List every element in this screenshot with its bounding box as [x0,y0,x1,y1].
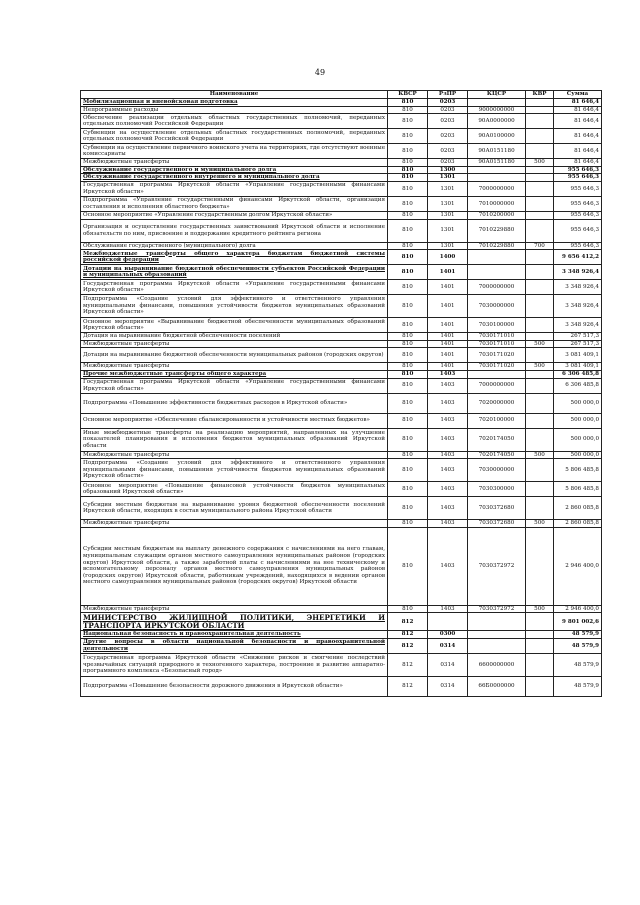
cell-rzpr: 0300 [428,631,468,639]
cell-kvsr: 810 [388,363,428,371]
cell-rzpr: 1403 [428,451,468,459]
cell-kvr [526,144,554,159]
cell-kvsr: 812 [388,676,428,696]
cell-kcsr [468,250,526,265]
cell-rzpr: 0203 [428,114,468,129]
cell-sum: 9 801 002,6 [554,613,602,631]
cell-name: Непрограммные расходы [81,106,388,114]
table-row [81,333,602,341]
cell-kvr [526,631,554,639]
cell-rzpr: 0203 [428,129,468,144]
cell-kvsr: 810 [388,497,428,520]
cell-kvr [526,638,554,653]
cell-kvsr: 810 [388,451,428,459]
table-row [81,676,602,696]
cell-kcsr: 7030000000 [468,295,526,318]
cell-kvr: 500 [526,520,554,528]
table-row [81,340,602,348]
cell-sum: 955 646,3 [554,166,602,174]
cell-kcsr: 7030300000 [468,482,526,497]
cell-kvr [526,653,554,676]
cell-rzpr: 1403 [428,520,468,528]
cell-sum: 500 000,0 [554,393,602,413]
cell-kcsr: 7030171010 [468,340,526,348]
table-row [81,459,602,482]
cell-kvsr: 810 [388,527,428,605]
cell-sum: 3 081 409,1 [554,363,602,371]
cell-name: Межбюджетные трансферты [81,605,388,613]
cell-kcsr [468,638,526,653]
cell-rzpr: 1300 [428,166,468,174]
cell-kvr: 500 [526,451,554,459]
cell-kvr [526,527,554,605]
cell-rzpr: 0203 [428,144,468,159]
cell-name: Основное мероприятие «Обеспечение сбалансированности и устойчивости местных бюджетов» [81,413,388,428]
table-row [81,159,602,167]
cell-name: Иные межбюджетные трансферты на реализацию мероприятий, направленных на улучшение показателей планирования и исполнения бюджетов муниципальных образований Иркутской области [81,428,388,451]
table-row [81,280,602,295]
cell-rzpr: 0203 [428,99,468,107]
cell-sum: 81 646,4 [554,129,602,144]
cell-rzpr: 1403 [428,428,468,451]
cell-kvsr: 810 [388,181,428,196]
cell-kvsr: 810 [388,144,428,159]
cell-rzpr: 1403 [428,378,468,393]
table-row [81,318,602,333]
table-row [81,196,602,211]
cell-kvr [526,318,554,333]
cell-kvsr: 812 [388,638,428,653]
table-row [81,605,602,613]
cell-sum: 3 348 926,4 [554,265,602,280]
cell-kcsr: 90А0000000 [468,114,526,129]
cell-rzpr: 1401 [428,280,468,295]
cell-kvr [526,106,554,114]
cell-rzpr: 0203 [428,106,468,114]
cell-name: Межбюджетные трансферты [81,363,388,371]
cell-kvr [526,497,554,520]
cell-rzpr: 1301 [428,181,468,196]
cell-rzpr: 1401 [428,295,468,318]
cell-sum: 2 946 400,0 [554,527,602,605]
table-row [81,265,602,280]
cell-sum: 48 579,9 [554,631,602,639]
cell-rzpr: 1403 [428,482,468,497]
cell-kcsr: 6600000000 [468,653,526,676]
cell-kcsr [468,174,526,182]
table-row [81,114,602,129]
cell-kvsr: 810 [388,393,428,413]
cell-kvsr: 810 [388,219,428,242]
cell-kcsr: 7030100000 [468,318,526,333]
table-row [81,413,602,428]
cell-rzpr: 1301 [428,174,468,182]
cell-name: Межбюджетные трансферты [81,159,388,167]
cell-rzpr: 0314 [428,653,468,676]
cell-rzpr: 1401 [428,340,468,348]
cell-kvr [526,99,554,107]
cell-name: Межбюджетные трансферты общего характера бюджетам бюджетной системы российской федерации [81,250,388,265]
cell-kvsr: 810 [388,265,428,280]
cell-kvsr: 812 [388,653,428,676]
header-name: Наименование [81,91,388,99]
cell-rzpr [428,613,468,631]
cell-kvr [526,428,554,451]
cell-sum: 81 646,4 [554,106,602,114]
cell-kvsr: 810 [388,159,428,167]
table-row [81,363,602,371]
cell-kvsr: 810 [388,129,428,144]
cell-kvsr: 810 [388,428,428,451]
cell-sum: 500 000,0 [554,413,602,428]
cell-kvsr: 810 [388,295,428,318]
table-row [81,106,602,114]
cell-kvr [526,174,554,182]
cell-kcsr [468,613,526,631]
cell-kcsr: 7030171020 [468,348,526,363]
cell-kcsr: 7030171010 [468,333,526,341]
cell-kvr [526,370,554,378]
header-kvsr: КВСР [388,91,428,99]
cell-name: Субвенции на осуществление первичного воинского учета на территориях, где отсутствуют военные комиссариаты [81,144,388,159]
cell-kcsr: 7030372972 [468,527,526,605]
cell-kvsr: 810 [388,166,428,174]
table-row [81,378,602,393]
cell-kcsr [468,166,526,174]
cell-sum: 81 646,4 [554,114,602,129]
cell-rzpr: 1301 [428,219,468,242]
cell-rzpr: 0314 [428,638,468,653]
cell-sum: 267 517,3 [554,333,602,341]
cell-kvr [526,211,554,219]
cell-rzpr: 1403 [428,605,468,613]
cell-name: Государственная программа Иркутской области «Управление государственными финансами Иркутской области» [81,378,388,393]
cell-rzpr: 1403 [428,413,468,428]
cell-name: Государственная программа Иркутской области «Снижение рисков и смягчение последствий чрезвычайных ситуаций природного и техногенного характера, построение и развитие аппаратно-программного комплекса «Безопасный город» [81,653,388,676]
table-row [81,144,602,159]
cell-kcsr: 7020100000 [468,413,526,428]
cell-name: Государственная программа Иркутской области «Управление государственными финансами Иркутской области» [81,181,388,196]
cell-rzpr: 1401 [428,348,468,363]
cell-rzpr: 1403 [428,527,468,605]
table-row [81,250,602,265]
cell-kcsr: 66Б0000000 [468,676,526,696]
table-row [81,295,602,318]
cell-sum: 3 348 926,4 [554,280,602,295]
table-row [81,631,602,639]
cell-kvr [526,613,554,631]
cell-rzpr: 0314 [428,676,468,696]
cell-name: Основное мероприятие «Управление государственным долгом Иркутской области» [81,211,388,219]
cell-sum: 81 646,4 [554,159,602,167]
cell-name: Национальная безопасность и правоохранительная деятельность [81,631,388,639]
cell-kcsr: 7030171020 [468,363,526,371]
table-header-row [81,91,602,99]
cell-kvr [526,378,554,393]
cell-name: Основное мероприятие «Повышение финансовой устойчивости бюджетов муниципальных образований Иркутской области» [81,482,388,497]
cell-kvr [526,250,554,265]
cell-name: Дотации на выравнивание бюджетной обеспеченности муниципальных районов (городских округов) [81,348,388,363]
cell-kcsr: 7030000000 [468,459,526,482]
table-row [81,99,602,107]
cell-name: Подпрограмма «Создание условий для эффективного и ответственного управления муниципальными финансами, повышения устойчивости бюджетов муниципальных образований Иркутской области» [81,459,388,482]
cell-kcsr: 7010000000 [468,196,526,211]
cell-kcsr: 7010229880 [468,242,526,250]
cell-name: Другие вопросы в области национальной безопасности и правоохранительной деятельности [81,638,388,653]
cell-name: Дотация на выравнивание бюджетной обеспеченности поселений [81,333,388,341]
cell-kvsr: 810 [388,520,428,528]
table-row [81,451,602,459]
cell-kvr [526,196,554,211]
cell-kvsr: 810 [388,378,428,393]
cell-sum: 3 348 926,4 [554,295,602,318]
cell-rzpr: 1401 [428,318,468,333]
cell-kvsr: 810 [388,333,428,341]
cell-sum: 500 000,0 [554,428,602,451]
cell-kvr [526,295,554,318]
cell-kcsr: 7010229880 [468,219,526,242]
cell-name: Подпрограмма «Повышение безопасности дорожного движения в Иркутской области» [81,676,388,696]
cell-sum: 955 646,3 [554,219,602,242]
cell-kvsr: 810 [388,482,428,497]
cell-sum: 48 579,9 [554,653,602,676]
cell-name: Обслуживание государственного и муниципального долга [81,166,388,174]
budget-table [80,90,602,697]
cell-kvr [526,459,554,482]
cell-kvr [526,676,554,696]
cell-kvr [526,280,554,295]
cell-kcsr: 7010200000 [468,211,526,219]
cell-kcsr: 7020000000 [468,393,526,413]
table-row [81,393,602,413]
cell-name: Обслуживание государственного (муниципального) долга [81,242,388,250]
cell-kvsr: 810 [388,174,428,182]
cell-kcsr: 7000000000 [468,280,526,295]
cell-kcsr: 7030372680 [468,520,526,528]
table-row [81,638,602,653]
cell-kvr [526,265,554,280]
table-row [81,520,602,528]
header-kcsr: КЦСР [468,91,526,99]
cell-sum: 9 656 412,2 [554,250,602,265]
cell-kvsr: 810 [388,250,428,265]
cell-kvsr: 810 [388,340,428,348]
cell-sum: 48 579,9 [554,676,602,696]
cell-kvsr: 810 [388,211,428,219]
cell-kcsr: 7020174050 [468,428,526,451]
cell-sum: 81 646,4 [554,99,602,107]
cell-kcsr: 90А0151180 [468,159,526,167]
cell-kcsr [468,99,526,107]
cell-sum: 81 646,4 [554,144,602,159]
cell-kcsr [468,370,526,378]
table-row [81,211,602,219]
header-sum: Сумма [554,91,602,99]
cell-kvsr: 812 [388,631,428,639]
cell-kcsr: 7020174050 [468,451,526,459]
cell-kvsr: 810 [388,348,428,363]
table-row [81,482,602,497]
cell-kcsr: 90А0100000 [468,129,526,144]
cell-kvr: 700 [526,242,554,250]
cell-name: Мобилизационная и вневойсковая подготовка [81,99,388,107]
cell-kvr [526,413,554,428]
cell-name: Подпрограмма «Повышение эффективности бюджетных расходов в Иркутской области» [81,393,388,413]
cell-kvr: 500 [526,159,554,167]
cell-sum: 2 860 085,8 [554,497,602,520]
cell-sum: 5 806 485,8 [554,482,602,497]
cell-kvr: 500 [526,363,554,371]
cell-kvsr: 810 [388,413,428,428]
cell-kvr [526,482,554,497]
table-row [81,527,602,605]
header-rzpr: РзПР [428,91,468,99]
table-row [81,166,602,174]
cell-rzpr: 1401 [428,265,468,280]
cell-sum: 2 860 085,8 [554,520,602,528]
cell-kvsr: 810 [388,114,428,129]
cell-name: Обеспечение реализации отдельных областных государственных полномочий, переданных отдельных полномочий Российской Федерации [81,114,388,129]
cell-kvr [526,166,554,174]
cell-name: Государственная программа Иркутской области «Управление государственными финансами Иркутской области» [81,280,388,295]
cell-sum: 5 806 485,8 [554,459,602,482]
cell-rzpr: 1301 [428,196,468,211]
cell-kvsr: 810 [388,106,428,114]
cell-sum: 500 000,0 [554,451,602,459]
table-row [81,613,602,631]
cell-sum: 3 348 926,4 [554,318,602,333]
cell-kvsr: 810 [388,459,428,482]
cell-name: Межбюджетные трансферты [81,520,388,528]
cell-name: Организация и осуществление государственных заимствований Иркутской области и исполнение обязательств по ним, присвоение и поддержание кредитного рейтинга региона [81,219,388,242]
cell-kvr [526,129,554,144]
table-row [81,497,602,520]
cell-sum: 3 081 409,1 [554,348,602,363]
cell-sum: 955 646,3 [554,196,602,211]
cell-kvr [526,114,554,129]
cell-name: Межбюджетные трансферты [81,451,388,459]
cell-name: Подпрограмма «Управление государственными финансами Иркутской области, организация составления и исполнения областного бюджета» [81,196,388,211]
cell-kvsr: 810 [388,370,428,378]
cell-kcsr: 7030372680 [468,497,526,520]
cell-rzpr: 1401 [428,363,468,371]
cell-kvr [526,333,554,341]
table-row [81,174,602,182]
cell-kcsr [468,631,526,639]
cell-kvr [526,348,554,363]
cell-kcsr: 7000000000 [468,378,526,393]
table-row [81,129,602,144]
cell-name: Прочие межбюджетные трансферты общего характера [81,370,388,378]
cell-name: Субсидии местным бюджетам на выравнивание уровня бюджетной обеспеченности поселений Иркутской области, входящих в состав муниципального района Иркутской области [81,497,388,520]
cell-kcsr [468,265,526,280]
cell-kvsr: 810 [388,605,428,613]
cell-rzpr: 1400 [428,250,468,265]
cell-kvr: 500 [526,605,554,613]
cell-sum: 955 646,3 [554,242,602,250]
cell-name: Подпрограмма «Создание условий для эффективного и ответственного управления муниципальными финансами, повышения устойчивости бюджетов муниципальных образований Иркутской области» [81,295,388,318]
cell-kcsr: 90А0151180 [468,144,526,159]
cell-name: Дотации на выравнивание бюджетной обеспеченности субъектов Российской Федерации и муниципальных образований [81,265,388,280]
cell-sum: 6 306 485,8 [554,378,602,393]
cell-rzpr: 0203 [428,159,468,167]
table-row [81,242,602,250]
table-row [81,428,602,451]
page-number: 49 [314,68,326,77]
cell-kvsr: 812 [388,613,428,631]
cell-kcsr: 7000000000 [468,181,526,196]
cell-rzpr: 1401 [428,333,468,341]
cell-rzpr: 1301 [428,211,468,219]
cell-kvr [526,393,554,413]
cell-name: Межбюджетные трансферты [81,340,388,348]
cell-kvsr: 810 [388,99,428,107]
cell-kvsr: 810 [388,242,428,250]
table-row [81,348,602,363]
cell-name: Субсидии местным бюджетам на выплату денежного содержания с начислениями на него главам, муниципальным служащим органов местного самоуправления муниципальных районов (городских округов) Иркутской области, а также заработной платы с начислениями на нее техническому и вспомогательному персоналу органов местного самоуправления муниципальных районов (городских округов) Иркутской области, работникам учреждений, находящихся в ведении органов местного самоуправления муниципальных районов (городских округов) Иркутской области [81,527,388,605]
cell-kvsr: 810 [388,196,428,211]
cell-rzpr: 1301 [428,242,468,250]
table-body [81,99,602,697]
cell-sum: 2 946 400,0 [554,605,602,613]
cell-kvsr: 810 [388,318,428,333]
cell-sum: 267 517,3 [554,340,602,348]
cell-kvsr: 810 [388,280,428,295]
table-row [81,219,602,242]
cell-sum: 6 306 485,8 [554,370,602,378]
cell-rzpr: 1403 [428,459,468,482]
cell-kvr [526,181,554,196]
cell-rzpr: 1403 [428,393,468,413]
cell-rzpr: 1403 [428,497,468,520]
cell-sum: 955 646,3 [554,181,602,196]
table-row [81,181,602,196]
cell-kcsr: 9000000000 [468,106,526,114]
table-row [81,653,602,676]
cell-kcsr: 7030372972 [468,605,526,613]
cell-kvr [526,219,554,242]
cell-name: Субвенции на осуществление отдельных областных государственных полномочий, переданных отдельных полномочий Российской Федерации [81,129,388,144]
cell-sum: 48 579,9 [554,638,602,653]
cell-name: Обслуживание государственного внутреннего и муниципального долга [81,174,388,182]
cell-sum: 955 646,3 [554,174,602,182]
cell-kvr: 500 [526,340,554,348]
cell-sum: 955 646,3 [554,211,602,219]
cell-name: Основное мероприятие «Выравнивание бюджетной обеспеченности муниципальных образований Иркутской области» [81,318,388,333]
table-row [81,370,602,378]
cell-rzpr: 1403 [428,370,468,378]
cell-name: МИНИСТЕРСТВО ЖИЛИЩНОЙ ПОЛИТИКИ, ЭНЕРГЕТИКИ И ТРАНСПОРТА ИРКУТСКОЙ ОБЛАСТИ [81,613,388,631]
header-kvr: КВР [526,91,554,99]
